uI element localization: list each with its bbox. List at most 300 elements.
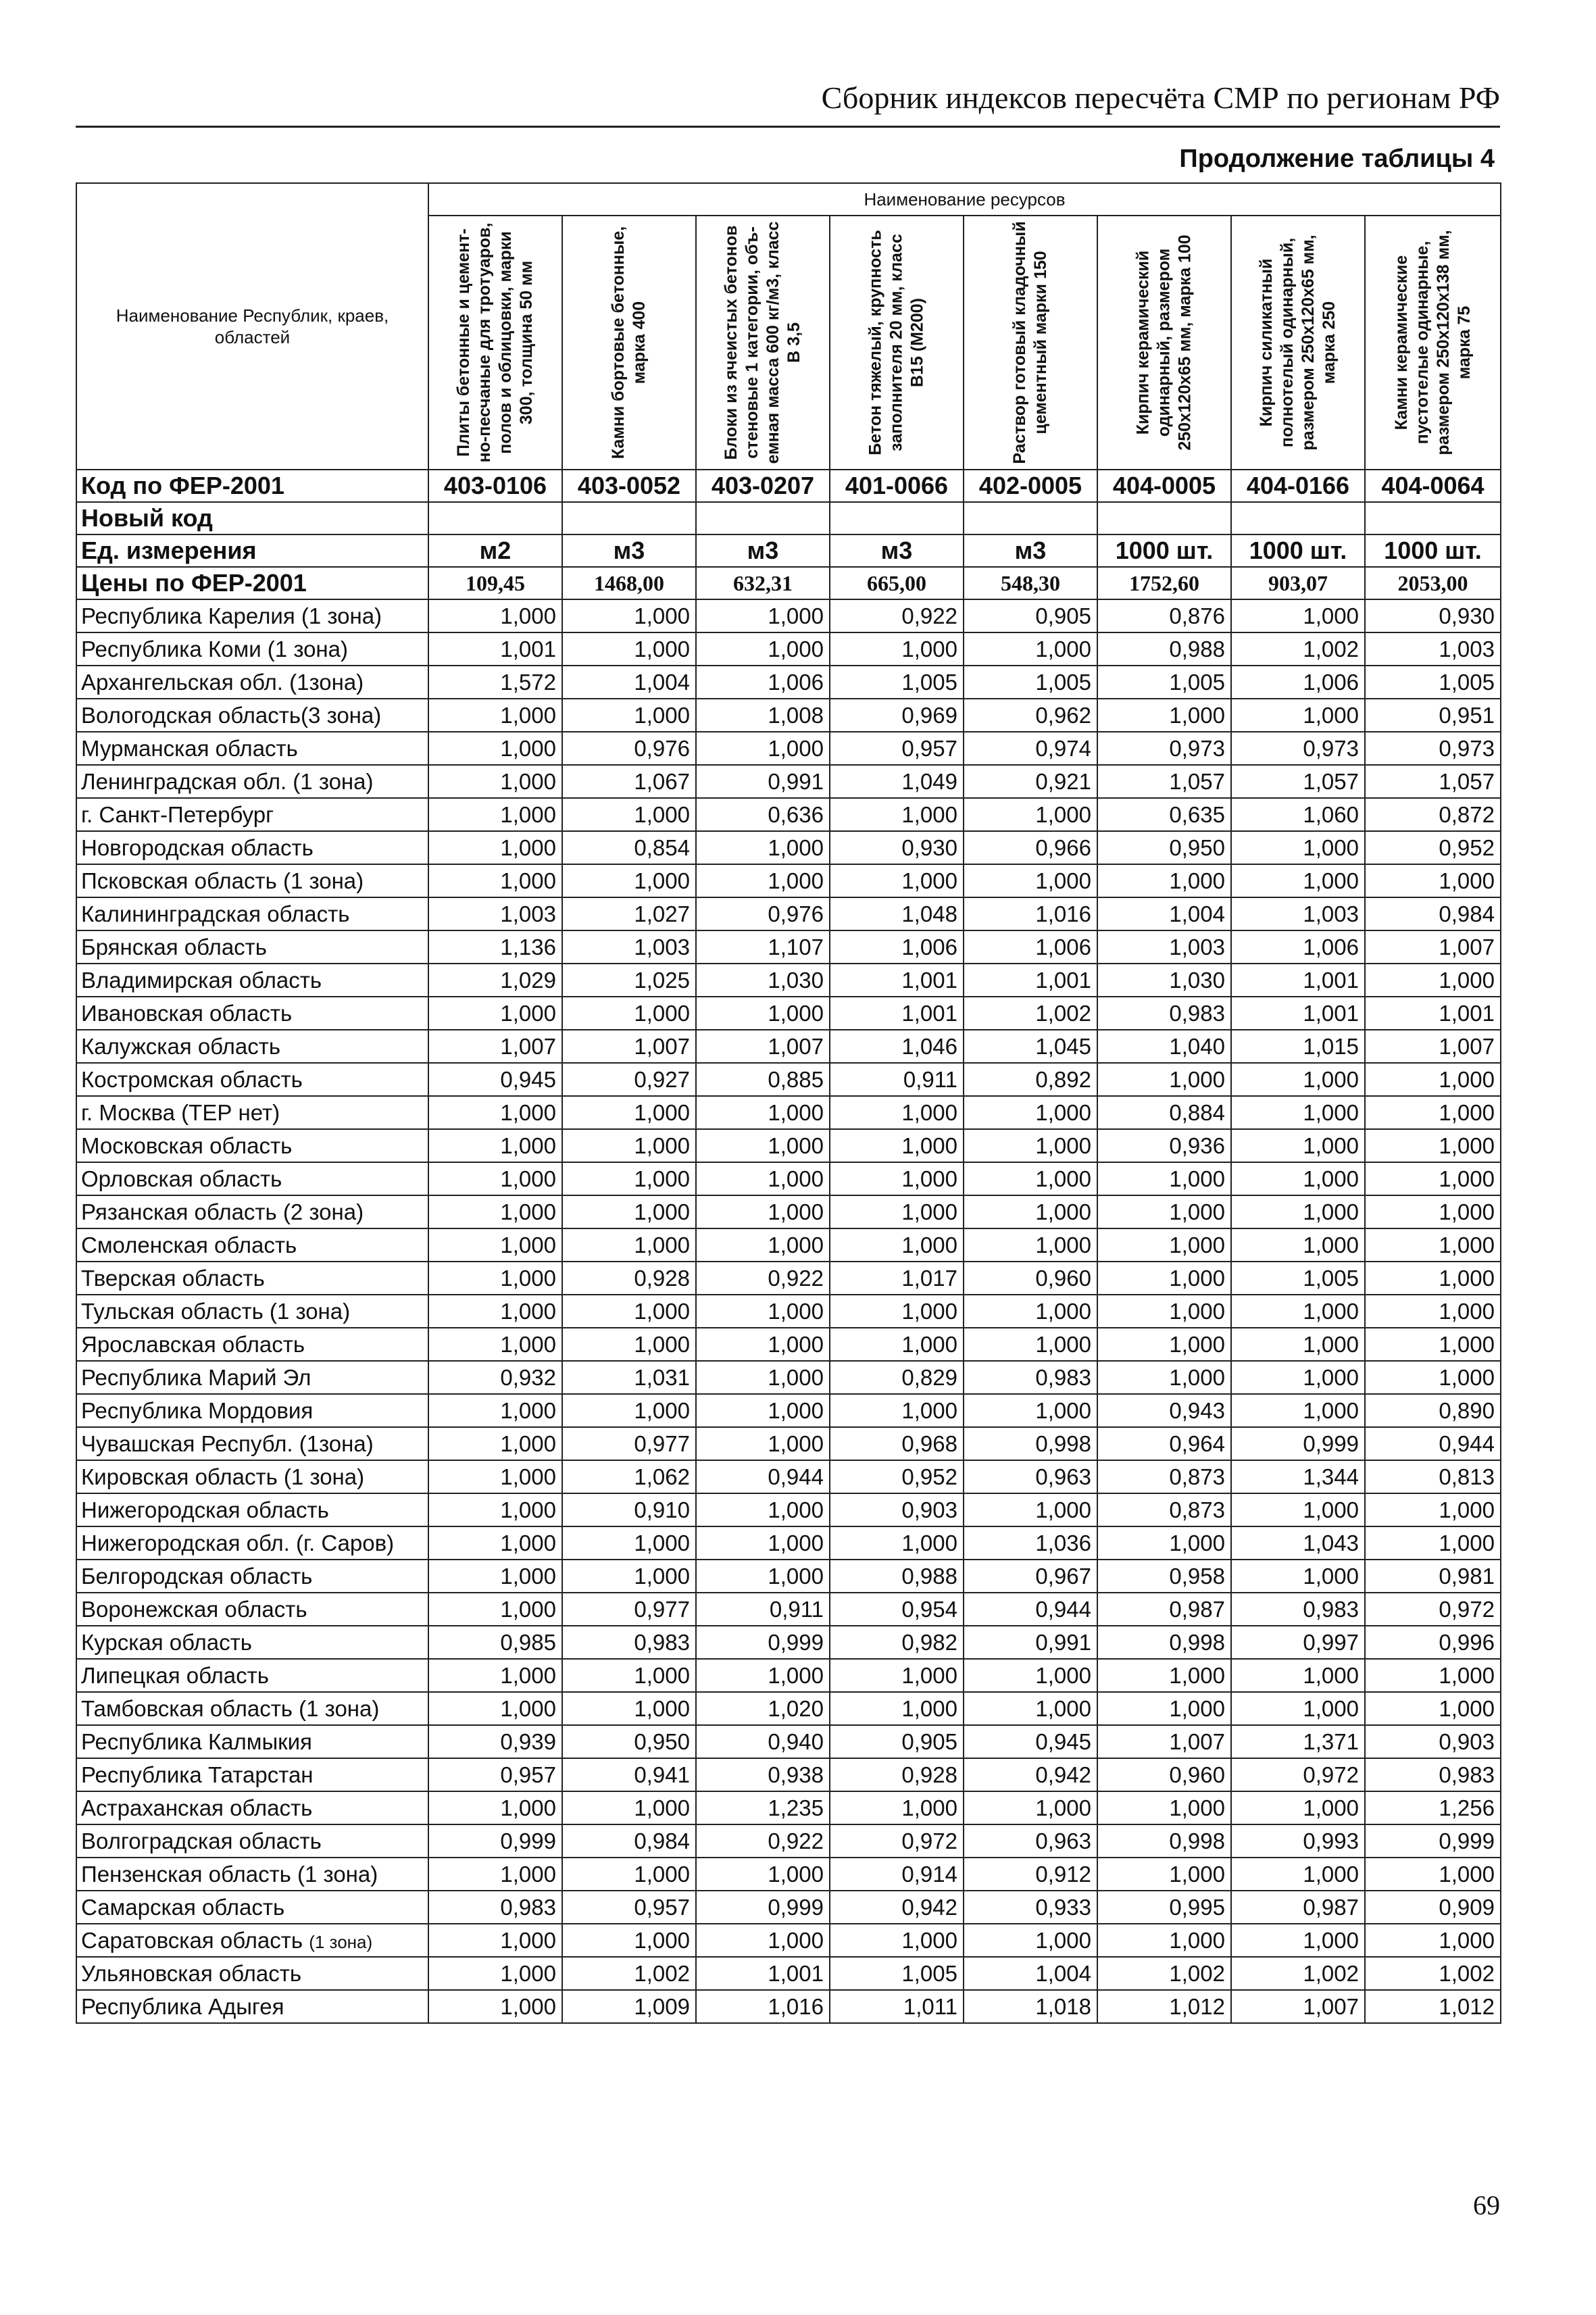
index-value-cell: 1,000 [1365, 1493, 1501, 1526]
index-value-cell: 1,000 [696, 1394, 830, 1427]
index-value-cell: 1,000 [1365, 1295, 1501, 1328]
resources-group-header: Наименование ресурсов [428, 183, 1501, 216]
index-value-cell: 1,000 [562, 1791, 696, 1824]
index-value-cell: 1,000 [1231, 599, 1365, 632]
index-value-cell: 0,983 [428, 1891, 562, 1924]
table-row [76, 1262, 1501, 1295]
resource-new-code [830, 502, 964, 534]
resource-column-label: Раствор готовый кладочный цементный марки 150 [1010, 221, 1050, 464]
index-value-cell: 1,000 [964, 632, 1097, 666]
resource-price: 1752,60 [1097, 567, 1231, 599]
index-value-cell: 1,016 [696, 1990, 830, 2023]
index-value-cell: 1,000 [696, 1295, 830, 1328]
region-name: Тверская область [81, 1265, 265, 1291]
resource-price: 2053,00 [1365, 567, 1501, 599]
index-value-cell: 1,000 [562, 599, 696, 632]
index-value-cell: 1,000 [428, 1957, 562, 1990]
table-row [76, 1593, 1501, 1626]
table-row [76, 1858, 1501, 1891]
code-label: Код по ФЕР-2001 [76, 470, 428, 502]
index-value-cell: 1,000 [1231, 1924, 1365, 1957]
index-value-cell: 1,048 [830, 897, 964, 930]
region-name: Ярославская область [81, 1331, 305, 1357]
index-value-cell: 1,030 [696, 964, 830, 997]
index-value-cell: 1,371 [1231, 1725, 1365, 1758]
index-value-cell: 1,000 [1365, 1361, 1501, 1394]
index-value-cell: 1,107 [696, 930, 830, 964]
index-value-cell: 1,007 [1097, 1725, 1231, 1758]
index-value-cell: 1,000 [428, 1924, 562, 1957]
region-name: Республика Марий Эл [81, 1364, 311, 1390]
index-value-cell: 1,000 [562, 1394, 696, 1427]
index-value-cell: 1,004 [1097, 897, 1231, 930]
index-value-cell: 1,000 [1365, 964, 1501, 997]
index-value-cell: 1,000 [562, 798, 696, 831]
index-value-cell: 0,940 [696, 1725, 830, 1758]
index-value-cell: 0,972 [1365, 1593, 1501, 1626]
region-name-cell [76, 1990, 428, 2023]
index-value-cell: 1,001 [830, 964, 964, 997]
index-value-cell: 1,000 [428, 1394, 562, 1427]
index-value-cell: 0,960 [964, 1262, 1097, 1295]
region-name: Ульяновская область [81, 1960, 302, 1986]
index-value-cell: 1,000 [1097, 1659, 1231, 1692]
index-value-cell: 1,031 [562, 1361, 696, 1394]
index-value-cell: 0,950 [1097, 831, 1231, 864]
index-value-cell: 0,983 [964, 1361, 1097, 1394]
index-value-cell: 1,000 [964, 1195, 1097, 1228]
unit-row [76, 534, 1501, 567]
region-name-cell [76, 1725, 428, 1758]
table-row [76, 1162, 1501, 1195]
resource-column-label: Кирпич силикатный полнотелый одинарный, размером 250х120х65 мм, марка 250 [1257, 234, 1339, 451]
index-value-cell: 1,000 [696, 831, 830, 864]
region-name-cell [76, 599, 428, 632]
index-value-cell: 1,000 [696, 1924, 830, 1957]
region-name-cell [76, 1295, 428, 1328]
region-name-cell [76, 632, 428, 666]
index-value-cell: 1,000 [964, 864, 1097, 897]
resource-column-header [1097, 216, 1231, 470]
index-value-cell: 1,007 [1365, 930, 1501, 964]
index-value-cell: 1,000 [1231, 699, 1365, 732]
region-name-cell [76, 1924, 428, 1957]
region-name: Республика Мордовия [81, 1397, 314, 1423]
index-value-cell: 0,996 [1365, 1626, 1501, 1659]
index-value-cell: 1,000 [562, 1526, 696, 1560]
resource-unit: м3 [562, 534, 696, 567]
index-value-cell: 1,000 [696, 632, 830, 666]
region-name: Чувашская Республ. (1зона) [81, 1430, 374, 1456]
resource-new-code [1097, 502, 1231, 534]
index-value-cell: 0,982 [830, 1626, 964, 1659]
index-value-cell: 1,036 [964, 1526, 1097, 1560]
region-name: Орловская область [81, 1166, 282, 1191]
index-value-cell: 0,952 [830, 1460, 964, 1493]
index-value-cell: 0,939 [428, 1725, 562, 1758]
index-value-cell: 1,000 [1097, 1526, 1231, 1560]
table-row [76, 1891, 1501, 1924]
index-value-cell: 0,998 [964, 1427, 1097, 1460]
region-name: Ленинградская обл. (1 зона) [81, 768, 374, 794]
index-value-cell: 1,008 [696, 699, 830, 732]
resource-code: 404-0005 [1097, 470, 1231, 502]
collection-title: Сборник индексов пересчёта СМР по регионам РФ [821, 80, 1500, 115]
index-value-cell: 0,890 [1365, 1394, 1501, 1427]
region-name-cell [76, 1361, 428, 1394]
index-value-cell: 1,000 [696, 1858, 830, 1891]
table-row [76, 1030, 1501, 1063]
index-value-cell: 1,002 [1231, 632, 1365, 666]
resource-column-label: Блоки из ячеистых бетонов стеновые 1 категории, объ-емная масса 600 кг/м3, класс В 3,5 [722, 221, 803, 464]
region-name-cell [76, 1493, 428, 1526]
index-value-cell: 1,000 [1231, 1493, 1365, 1526]
region-name: Саратовская область [81, 1927, 303, 1953]
index-value-cell: 1,000 [696, 1427, 830, 1460]
index-value-cell: 1,005 [830, 666, 964, 699]
table-row [76, 930, 1501, 964]
index-value-cell: 1,235 [696, 1791, 830, 1824]
region-name: Республика Калмыкия [81, 1728, 312, 1754]
index-value-cell: 1,007 [1231, 1990, 1365, 2023]
region-name-cell [76, 699, 428, 732]
index-value-cell: 0,991 [964, 1626, 1097, 1659]
region-name-cell [76, 831, 428, 864]
resource-code: 403-0207 [696, 470, 830, 502]
index-value-cell: 0,951 [1365, 699, 1501, 732]
resource-code: 403-0052 [562, 470, 696, 502]
table-row [76, 599, 1501, 632]
table-row [76, 1560, 1501, 1593]
index-value-cell: 1,000 [964, 1129, 1097, 1162]
index-value-cell: 1,045 [964, 1030, 1097, 1063]
resource-new-code [1365, 502, 1501, 534]
table-row [76, 1394, 1501, 1427]
index-value-cell: 1,000 [830, 864, 964, 897]
resource-unit: м3 [696, 534, 830, 567]
region-name-cell [76, 1427, 428, 1460]
index-value-cell: 1,000 [830, 1659, 964, 1692]
index-value-cell: 1,000 [428, 1593, 562, 1626]
index-value-cell: 0,892 [964, 1063, 1097, 1096]
index-value-cell: 0,885 [696, 1063, 830, 1096]
region-name: Брянская область [81, 934, 267, 960]
index-value-cell: 1,000 [1231, 1063, 1365, 1096]
region-name: Новгородская область [81, 835, 314, 860]
index-value-cell: 0,988 [1097, 632, 1231, 666]
index-value-cell: 1,005 [1097, 666, 1231, 699]
index-value-cell: 0,972 [1231, 1758, 1365, 1791]
index-value-cell: 0,910 [562, 1493, 696, 1526]
regional-index-table [76, 182, 1501, 2024]
index-value-cell: 1,000 [1097, 864, 1231, 897]
index-value-cell: 1,000 [428, 831, 562, 864]
index-value-cell: 0,987 [1097, 1593, 1231, 1626]
table-row [76, 1526, 1501, 1560]
region-name: Воронежская область [81, 1596, 307, 1622]
index-value-cell: 1,000 [830, 1228, 964, 1262]
region-name-cell [76, 1228, 428, 1262]
table-row [76, 964, 1501, 997]
index-value-cell: 0,958 [1097, 1560, 1231, 1593]
index-value-cell: 0,983 [1097, 997, 1231, 1030]
index-value-cell: 0,954 [830, 1593, 964, 1626]
region-name: Липецкая область [81, 1662, 269, 1688]
region-name: Калининградская область [81, 901, 350, 926]
index-value-cell: 1,000 [428, 1659, 562, 1692]
index-value-cell: 0,957 [428, 1758, 562, 1791]
index-value-cell: 1,000 [428, 864, 562, 897]
index-value-cell: 1,000 [830, 1162, 964, 1195]
index-value-cell: 1,000 [428, 1129, 562, 1162]
region-name: Республика Татарстан [81, 1762, 314, 1787]
table-row [76, 1725, 1501, 1758]
index-value-cell: 0,944 [696, 1460, 830, 1493]
table-row [76, 699, 1501, 732]
region-name-cell [76, 1692, 428, 1725]
region-name: Волгоградская область [81, 1828, 322, 1853]
index-value-cell: 0,911 [696, 1593, 830, 1626]
index-value-cell: 0,927 [562, 1063, 696, 1096]
region-name-cell [76, 930, 428, 964]
index-value-cell: 0,912 [964, 1858, 1097, 1891]
index-value-cell: 0,905 [964, 599, 1097, 632]
index-value-cell: 0,942 [964, 1758, 1097, 1791]
region-name: Кировская область (1 зона) [81, 1464, 365, 1489]
index-value-cell: 1,000 [428, 1791, 562, 1824]
region-name-cell [76, 1328, 428, 1361]
resource-unit: м2 [428, 534, 562, 567]
index-value-cell: 0,930 [830, 831, 964, 864]
index-value-cell: 1,003 [1231, 897, 1365, 930]
index-value-cell: 1,043 [1231, 1526, 1365, 1560]
index-value-cell: 0,941 [562, 1758, 696, 1791]
resource-new-code [696, 502, 830, 534]
index-value-cell: 1,000 [1097, 1924, 1231, 1957]
index-value-cell: 0,952 [1365, 831, 1501, 864]
index-value-cell: 0,914 [830, 1858, 964, 1891]
resource-unit: 1000 шт. [1231, 534, 1365, 567]
region-name-cell [76, 1262, 428, 1295]
index-value-cell: 1,000 [428, 1262, 562, 1295]
resource-code: 404-0166 [1231, 470, 1365, 502]
index-value-cell: 1,067 [562, 765, 696, 798]
index-value-cell: 0,957 [830, 732, 964, 765]
index-value-cell: 1,015 [1231, 1030, 1365, 1063]
region-name-cell [76, 1560, 428, 1593]
index-value-cell: 0,903 [1365, 1725, 1501, 1758]
resource-column-header [1231, 216, 1365, 470]
index-value-cell: 0,974 [964, 732, 1097, 765]
table-row [76, 666, 1501, 699]
region-name-cell [76, 1195, 428, 1228]
index-value-cell: 1,000 [562, 1328, 696, 1361]
index-value-cell: 1,000 [562, 1129, 696, 1162]
index-value-cell: 0,983 [1231, 1593, 1365, 1626]
region-name-cell [76, 765, 428, 798]
index-value-cell: 0,905 [830, 1725, 964, 1758]
index-value-cell: 0,936 [1097, 1129, 1231, 1162]
table-body [76, 470, 1501, 2023]
index-value-cell: 1,000 [1231, 1162, 1365, 1195]
index-value-cell: 0,976 [696, 897, 830, 930]
index-value-cell: 0,909 [1365, 1891, 1501, 1924]
index-value-cell: 1,000 [428, 1427, 562, 1460]
index-value-cell: 1,000 [964, 1228, 1097, 1262]
region-name-cell [76, 1096, 428, 1129]
unit-label: Ед. измерения [76, 534, 428, 567]
index-value-cell: 1,000 [1231, 1394, 1365, 1427]
index-value-cell: 0,873 [1097, 1460, 1231, 1493]
index-value-cell: 1,000 [1231, 1659, 1365, 1692]
index-value-cell: 1,000 [696, 1162, 830, 1195]
index-value-cell: 1,017 [830, 1262, 964, 1295]
region-name-cell [76, 1791, 428, 1824]
index-value-cell: 0,963 [964, 1460, 1097, 1493]
index-value-cell: 1,000 [1365, 1924, 1501, 1957]
resource-price: 903,07 [1231, 567, 1365, 599]
index-value-cell: 0,984 [562, 1824, 696, 1858]
index-value-cell: 1,000 [964, 1328, 1097, 1361]
index-value-cell: 0,932 [428, 1361, 562, 1394]
index-value-cell: 1,001 [696, 1957, 830, 1990]
index-value-cell: 0,922 [830, 599, 964, 632]
index-value-cell: 0,999 [428, 1824, 562, 1858]
table-row [76, 997, 1501, 1030]
region-name: Республика Адыгея [81, 1993, 284, 2019]
index-value-cell: 1,000 [428, 1990, 562, 2023]
index-value-cell: 1,000 [696, 1526, 830, 1560]
index-value-cell: 1,000 [562, 1162, 696, 1195]
index-value-cell: 1,000 [428, 1460, 562, 1493]
index-value-cell: 1,000 [1365, 1692, 1501, 1725]
index-value-cell: 1,000 [830, 1924, 964, 1957]
index-value-cell: 1,000 [428, 1162, 562, 1195]
region-name-cell [76, 1824, 428, 1858]
table-row [76, 1493, 1501, 1526]
index-value-cell: 1,000 [1231, 1228, 1365, 1262]
index-value-cell: 0,903 [830, 1493, 964, 1526]
table-row [76, 1096, 1501, 1129]
region-name-cell [76, 1526, 428, 1560]
index-value-cell: 0,960 [1097, 1758, 1231, 1791]
index-value-cell: 1,000 [696, 732, 830, 765]
index-value-cell: 0,928 [562, 1262, 696, 1295]
resource-unit: 1000 шт. [1097, 534, 1231, 567]
index-value-cell: 1,000 [562, 1295, 696, 1328]
index-value-cell: 0,962 [964, 699, 1097, 732]
index-value-cell: 1,000 [1231, 1692, 1365, 1725]
region-name-cell [76, 964, 428, 997]
index-value-cell: 1,006 [964, 930, 1097, 964]
index-value-cell: 1,000 [1231, 864, 1365, 897]
index-value-cell: 0,873 [1097, 1493, 1231, 1526]
index-value-cell: 1,057 [1231, 765, 1365, 798]
table-row [76, 732, 1501, 765]
index-value-cell: 0,963 [964, 1824, 1097, 1858]
index-value-cell: 1,002 [1231, 1957, 1365, 1990]
index-value-cell: 1,057 [1097, 765, 1231, 798]
index-value-cell: 1,027 [562, 897, 696, 930]
table-row [76, 831, 1501, 864]
region-name: Ивановская область [81, 1000, 293, 1026]
index-value-cell: 0,872 [1365, 798, 1501, 831]
index-value-cell: 0,928 [830, 1758, 964, 1791]
index-value-cell: 1,007 [562, 1030, 696, 1063]
index-value-cell: 1,000 [830, 1791, 964, 1824]
index-value-cell: 1,256 [1365, 1791, 1501, 1824]
index-value-cell: 1,000 [1097, 1228, 1231, 1262]
index-value-cell: 1,000 [562, 997, 696, 1030]
index-value-cell: 0,829 [830, 1361, 964, 1394]
resource-column-label: Плиты бетонные и цемент-но-песчаные для тротуаров, полов и облицовки, марки 300, толщина 50 мм [454, 222, 536, 463]
index-value-cell: 1,000 [428, 699, 562, 732]
resource-column-label: Камни бортовые бетонные, марка 400 [609, 226, 649, 459]
index-value-cell: 1,000 [1231, 1361, 1365, 1394]
index-value-cell: 1,000 [428, 798, 562, 831]
index-value-cell: 0,976 [562, 732, 696, 765]
region-name: Нижегородская обл. (г. Саров) [81, 1530, 395, 1555]
index-value-cell: 1,000 [562, 1195, 696, 1228]
index-value-cell: 0,981 [1365, 1560, 1501, 1593]
index-value-cell: 1,000 [964, 1791, 1097, 1824]
index-value-cell: 1,003 [428, 897, 562, 930]
index-value-cell: 1,009 [562, 1990, 696, 2023]
index-value-cell: 1,000 [1365, 1228, 1501, 1262]
index-value-cell: 1,000 [696, 1659, 830, 1692]
index-value-cell: 1,005 [830, 1957, 964, 1990]
index-value-cell: 1,000 [696, 1129, 830, 1162]
index-value-cell: 0,911 [830, 1063, 964, 1096]
resource-column-header [830, 216, 964, 470]
index-value-cell: 1,000 [1231, 831, 1365, 864]
index-value-cell: 1,011 [830, 1990, 964, 2023]
index-value-cell: 0,969 [830, 699, 964, 732]
region-name-cell [76, 897, 428, 930]
price-row [76, 567, 1501, 599]
index-value-cell: 1,000 [964, 1493, 1097, 1526]
table-row [76, 765, 1501, 798]
index-value-cell: 1,000 [696, 599, 830, 632]
index-value-cell: 1,003 [562, 930, 696, 964]
resource-new-code [562, 502, 696, 534]
region-name-cell [76, 997, 428, 1030]
index-value-cell: 0,884 [1097, 1096, 1231, 1129]
index-value-cell: 1,057 [1365, 765, 1501, 798]
index-value-cell: 1,000 [428, 1295, 562, 1328]
index-value-cell: 0,966 [964, 831, 1097, 864]
index-value-cell: 1,000 [964, 1096, 1097, 1129]
region-note: (1 зона) [309, 1931, 373, 1952]
index-value-cell: 0,636 [696, 798, 830, 831]
index-value-cell: 1,000 [1231, 1129, 1365, 1162]
index-value-cell: 1,000 [1097, 1692, 1231, 1725]
resource-column-label: Кирпич керамический одинарный, размером 250х120х65 мм, марка 100 [1133, 234, 1195, 451]
index-value-cell: 1,002 [562, 1957, 696, 1990]
table-row [76, 632, 1501, 666]
index-value-cell: 1,000 [1231, 1195, 1365, 1228]
index-value-cell: 0,972 [830, 1824, 964, 1858]
index-value-cell: 1,000 [562, 1228, 696, 1262]
index-value-cell: 1,000 [562, 1560, 696, 1593]
index-value-cell: 0,985 [428, 1626, 562, 1659]
resource-column-header [428, 216, 562, 470]
index-value-cell: 1,003 [1365, 632, 1501, 666]
index-value-cell: 0,999 [1231, 1427, 1365, 1460]
resource-column-label: Бетон тяжелый, крупность заполнителя 20 мм, класс В15 (М200) [866, 230, 927, 455]
index-value-cell: 1,000 [428, 765, 562, 798]
index-value-cell: 1,062 [562, 1460, 696, 1493]
